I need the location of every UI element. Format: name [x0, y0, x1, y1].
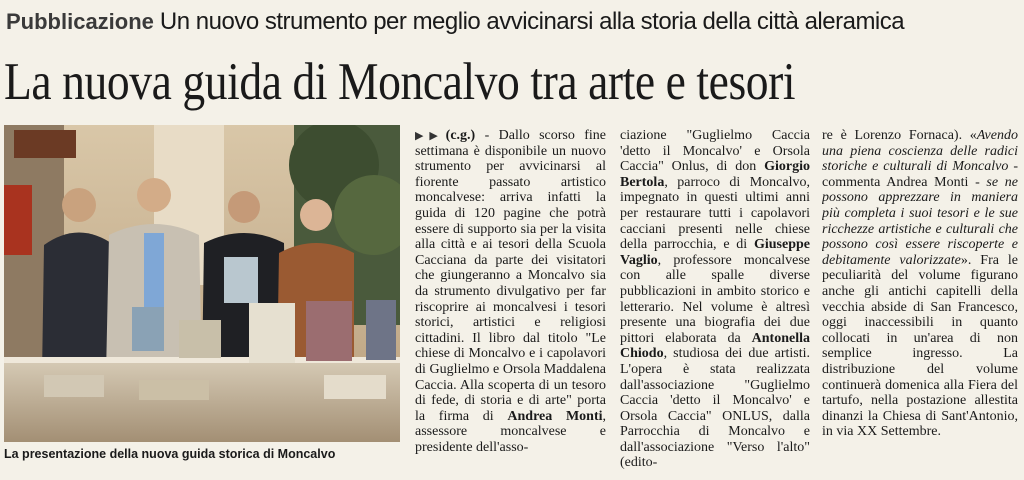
- headline: La nuova guida di Moncalvo tra arte e tesori: [4, 53, 796, 111]
- text-run: , professore moncalvese con alle spalle diverse pubblicazioni in ambito storico e letterario. Nel volume è altresì presente una biografia dei due pittori elaborata da: [620, 252, 810, 346]
- text-run: - Dallo scorso fine settimana è disponibile un nuovo strumento per avvicinarsi al fiorente passato artistico moncalvese: arriva infatti la guida di 120 pagine che potrà essere di supporto sia per la visita alla città e ai tesori della Scuola Caccianа da parte dei visitatori che giungeranno a Moncalvo sia da strumento divulgativo per far riscoprire ai moncalvesi i tesori storici, artistici e religiosi cittadini. Il libro dal titolo "Le chiese di Moncalvo e i capolavori di Guglielmo e Orsola Maddalena Caccia. Alla scoperta di un tesoro di fede, di storia e di arte" porta la firma di: [415, 128, 606, 424]
- text-run: - se ne possono apprezzare in maniera più completa i suoi tesori e le sue ricchezze artistiche e culturali che possono così essere riscoperte e debitamente valorizzate: [822, 174, 1018, 268]
- text-run: Giuseppe Vaglio: [620, 237, 810, 268]
- text-run: , assessore moncalvese e presidente dell'asso-: [415, 408, 606, 455]
- text-run: ». Fra le peculiarità del volume figurano anche gli antichi capitelli della vecchia abside di San Francesco, oggi inaccessibili in quanto collocati in un'area di non semplice ingresso. La distribuzione del volume continuerà domenica alla Fiera del tartufo, nella postazione allestita dinanzi la Chiesa di Sant'Antonio, in via XX Settembre.: [822, 252, 1018, 440]
- text-run: Antonella Chiodo: [620, 330, 810, 362]
- text-run: re è Lorenzo Fornaca). «: [822, 128, 977, 143]
- byline: (c.g.): [445, 128, 476, 143]
- article-column-2: [620, 128, 810, 472]
- text-run: - commenta Andrea Monti: [822, 159, 1018, 190]
- text-run: Andrea Monti: [507, 408, 603, 424]
- text-run: ciazione "Guglielmo Caccia 'detto il Moncalvo' e Orsola Caccia" Onlus, di don: [620, 128, 810, 175]
- article-column-3: [822, 128, 1018, 472]
- column-2-text: [620, 128, 810, 470]
- kicker: [6, 8, 1018, 38]
- column-1-text: [415, 128, 606, 455]
- text-run: , parroco di Moncalvo, impegnato in questi ultimi anni per restaurare tutti i capolavori cacciani presenti nelle chiese della parrocchia, e di: [620, 174, 810, 253]
- text-run: Giorgio Bertola: [620, 159, 810, 190]
- photo-illustration: [4, 125, 400, 442]
- subheadline: Un nuovo strumento per meglio avvicinarsi alla storia della città aleramica: [159, 8, 905, 35]
- text-run: Avendo una piena coscienza delle radici storiche e culturali di Moncalvo: [822, 128, 1018, 175]
- article-photo: [4, 125, 400, 442]
- text-run: , studiosa dei due artisti. L'opera è stata realizzata dall'associazione "Guglielmo Caccia 'detto il Moncalvo' e Orsola Caccia" ONLUS, dalla Parrocchia di Moncalvo e dall'associazione "Verso l'alto" (edito-: [620, 346, 810, 471]
- section-label: Pubblicazione: [6, 9, 154, 34]
- article-column-1: [415, 128, 606, 472]
- photo-caption: La presentazione della nuova guida storica di Moncalvo: [4, 447, 336, 461]
- arrow-marker-icon: ▶▶: [415, 129, 444, 142]
- column-3-text: [822, 128, 1018, 439]
